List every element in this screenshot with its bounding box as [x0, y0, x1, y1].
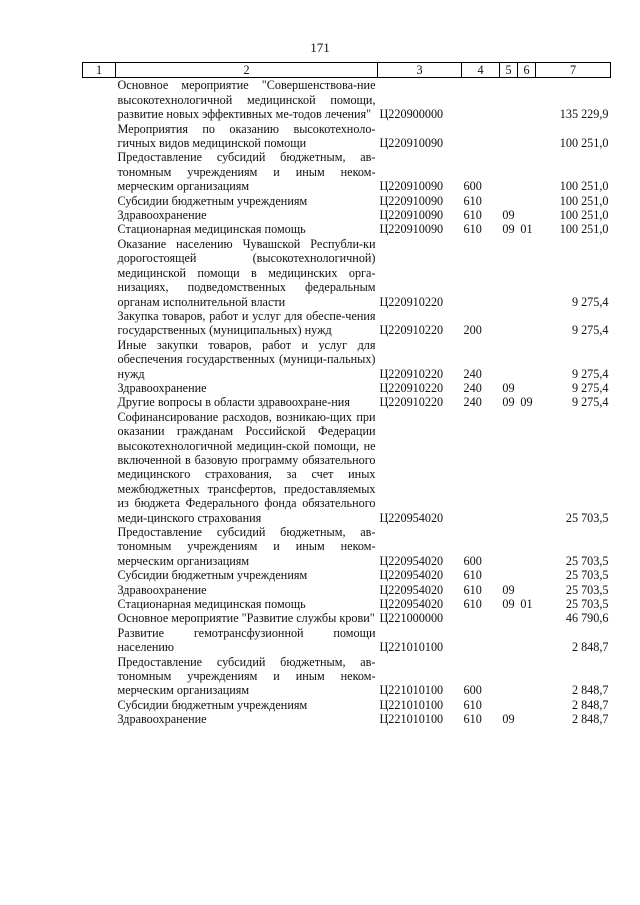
section-code [500, 655, 518, 698]
expense-type: 610 [463, 597, 482, 612]
table-row [83, 208, 611, 222]
amount: 25 703,5 [565, 597, 609, 612]
row-index-cell [83, 222, 116, 236]
item-name: Предоставление субсидий бюджетным, ав-тономным учреждениям и иным неком-мерческим организациям [117, 150, 376, 194]
target-code: Ц221010100 [379, 683, 444, 698]
subsection-code [518, 150, 536, 193]
amount: 135 229,9 [559, 107, 609, 122]
subsection-code [518, 78, 536, 122]
item-name: Оказание населению Чувашской Республи-ки дорогостоящей (высокотехнологичной) медицинской помощи в медицинских орга-низациях, подведомственных федеральным органам исполнительной власти [117, 236, 376, 309]
row-index-cell [83, 338, 116, 381]
expense-type: 600 [463, 553, 482, 568]
row-index-cell [83, 150, 116, 193]
expense-type [462, 410, 500, 525]
target-code: Ц220910090 [379, 193, 444, 208]
row-index-cell [83, 655, 116, 698]
page-number: 171 [310, 40, 330, 55]
item-name: Стационарная медицинская помощь [117, 222, 306, 237]
amount: 100 251,0 [559, 208, 609, 223]
section-code [500, 194, 518, 208]
target-code: Ц220910220 [379, 380, 444, 395]
table-body [83, 78, 611, 727]
table-row [83, 338, 611, 381]
table-row [83, 626, 611, 655]
expense-type: 610 [463, 568, 482, 583]
amount: 100 251,0 [559, 136, 609, 151]
section-code: 09 [502, 712, 515, 727]
row-index-cell [83, 597, 116, 611]
expense-type [462, 122, 500, 151]
item-name: Субсидии бюджетным учреждениям [117, 697, 308, 712]
section-code [500, 525, 518, 568]
expense-type: 200 [463, 323, 482, 338]
table-row [83, 611, 611, 625]
target-code: Ц220954020 [379, 553, 444, 568]
target-code: Ц221010100 [379, 640, 444, 655]
row-index-cell [83, 410, 116, 525]
subsection-code [518, 712, 536, 726]
expense-type: 600 [463, 179, 482, 194]
column-header-7: 7 [536, 63, 611, 78]
column-header-5: 5 [500, 63, 518, 78]
subsection-code [518, 626, 536, 655]
item-name: Развитие гемотрансфузионной помощи населению [117, 625, 376, 655]
subsection-code: 01 [520, 597, 533, 612]
expense-type: 610 [463, 222, 482, 237]
subsection-code [518, 237, 536, 309]
section-code [500, 410, 518, 525]
subsection-code [518, 410, 536, 525]
target-code: Ц220954020 [379, 597, 444, 612]
row-index-cell [83, 611, 116, 625]
expense-type [462, 626, 500, 655]
row-index-cell [83, 395, 116, 409]
amount: 100 251,0 [559, 222, 609, 237]
table-row [83, 222, 611, 236]
section-code: 09 [502, 208, 515, 223]
target-code: Ц220954020 [379, 582, 444, 597]
subsection-code [518, 381, 536, 395]
amount: 9 275,4 [571, 395, 609, 410]
amount: 25 703,5 [565, 510, 609, 525]
expense-type [462, 237, 500, 309]
table-row [83, 712, 611, 726]
item-name: Софинансирование расходов, возникаю-щих при оказании гражданам Российской Федерации высокотехнологичной медицин-ской помощи, не включенной в базовую программу обязательного медицинского страхования, за счет иных межбюджетных трансфертов, предоставляемых из бюджета Федерального фонда обязательного меди-цинского страхования [117, 409, 376, 525]
section-code [500, 150, 518, 193]
table-row [83, 583, 611, 597]
column-header-4: 4 [462, 63, 500, 78]
row-index-cell [83, 583, 116, 597]
amount: 2 848,7 [571, 683, 609, 698]
subsection-code [518, 122, 536, 151]
section-code [500, 611, 518, 625]
row-index-cell [83, 381, 116, 395]
table-row [83, 122, 611, 151]
item-name: Другие вопросы в области здравоохране-ния [117, 395, 350, 410]
column-header-1: 1 [83, 63, 116, 78]
subsection-code [518, 194, 536, 208]
row-index-cell [83, 237, 116, 309]
target-code: Ц221010100 [379, 697, 444, 712]
expense-type [462, 78, 500, 122]
target-code: Ц221000000 [379, 611, 444, 626]
target-code: Ц220910090 [379, 179, 444, 194]
amount: 46 790,6 [565, 611, 609, 626]
row-index-cell [83, 309, 116, 338]
table-row [83, 78, 611, 122]
table-header [83, 63, 611, 78]
table-row [83, 194, 611, 208]
target-code: Ц220910090 [379, 222, 444, 237]
section-code [500, 78, 518, 122]
section-code [500, 237, 518, 309]
subsection-code [518, 525, 536, 568]
amount: 100 251,0 [559, 193, 609, 208]
section-code: 09 [502, 597, 515, 612]
target-code: Ц220900000 [379, 107, 444, 122]
amount: 2 848,7 [571, 697, 609, 712]
amount: 2 848,7 [571, 712, 609, 727]
column-header-3: 3 [378, 63, 462, 78]
section-code [500, 626, 518, 655]
amount: 9 275,4 [571, 380, 609, 395]
column-header-6: 6 [518, 63, 536, 78]
amount: 9 275,4 [571, 323, 609, 338]
row-index-cell [83, 208, 116, 222]
section-code [500, 338, 518, 381]
section-code [500, 122, 518, 151]
target-code: Ц220954020 [379, 568, 444, 583]
amount: 25 703,5 [565, 582, 609, 597]
row-index-cell [83, 78, 116, 122]
expense-type: 240 [463, 366, 482, 381]
section-code: 09 [502, 395, 515, 410]
column-header-2: 2 [116, 63, 378, 78]
amount: 25 703,5 [565, 568, 609, 583]
table-row [83, 698, 611, 712]
target-code: Ц220954020 [379, 510, 444, 525]
amount: 2 848,7 [571, 640, 609, 655]
row-index-cell [83, 525, 116, 568]
amount: 9 275,4 [571, 366, 609, 381]
section-code: 09 [502, 582, 515, 597]
amount: 100 251,0 [559, 179, 609, 194]
row-index-cell [83, 698, 116, 712]
target-code: Ц220910090 [379, 208, 444, 223]
subsection-code: 09 [520, 395, 533, 410]
item-name: Здравоохранение [117, 712, 207, 727]
item-name: Здравоохранение [117, 208, 207, 223]
subsection-code [518, 655, 536, 698]
subsection-code [518, 611, 536, 625]
subsection-code [518, 309, 536, 338]
item-name: Мероприятия по оказанию высокотехноло-гичных видов медицинской помощи [117, 121, 376, 151]
item-name: Основное мероприятие "Развитие службы крови" [117, 611, 375, 626]
target-code: Ц220910220 [379, 366, 444, 381]
section-code: 09 [502, 222, 515, 237]
expense-type: 240 [463, 380, 482, 395]
expense-type: 240 [463, 395, 482, 410]
item-name: Здравоохранение [117, 380, 207, 395]
row-index-cell [83, 568, 116, 582]
row-index-cell [83, 712, 116, 726]
target-code: Ц220910220 [379, 294, 444, 309]
item-name: Закупка товаров, работ и услуг для обеспе-чения государственных (муниципальных) нужд [117, 308, 376, 338]
expense-type: 610 [463, 712, 482, 727]
table-row [83, 395, 611, 409]
item-name: Субсидии бюджетным учреждениям [117, 568, 308, 583]
expense-type: 600 [463, 683, 482, 698]
amount: 25 703,5 [565, 553, 609, 568]
expense-type: 610 [463, 582, 482, 597]
item-name: Стационарная медицинская помощь [117, 597, 306, 612]
section-code [500, 568, 518, 582]
budget-table [82, 62, 611, 727]
table-row [83, 525, 611, 568]
item-name: Предоставление субсидий бюджетным, ав-тономным учреждениям и иным неком-мерческим организациям [117, 525, 376, 568]
table-row [83, 150, 611, 193]
table-row [83, 381, 611, 395]
target-code: Ц220910220 [379, 323, 444, 338]
section-code [500, 698, 518, 712]
subsection-code [518, 698, 536, 712]
subsection-code [518, 338, 536, 381]
expense-type: 610 [463, 208, 482, 223]
expense-type: 610 [463, 193, 482, 208]
subsection-code [518, 583, 536, 597]
item-name: Основное мероприятие "Совершенствова-ние высокотехнологичной медицинской помощи, развитие новых эффективных ме-тодов лечения" [117, 78, 376, 122]
item-name: Иные закупки товаров, работ и услуг для обеспечения государственных (муници-пальных) нужд [117, 337, 376, 381]
subsection-code: 01 [520, 222, 533, 237]
amount: 9 275,4 [571, 294, 609, 309]
subsection-code [518, 568, 536, 582]
item-name: Здравоохранение [117, 582, 207, 597]
table-row [83, 309, 611, 338]
table-row [83, 237, 611, 309]
table-row [83, 410, 611, 525]
row-index-cell [83, 194, 116, 208]
target-code: Ц221010100 [379, 712, 444, 727]
subsection-code [518, 208, 536, 222]
row-index-cell [83, 626, 116, 655]
table-row [83, 655, 611, 698]
row-index-cell [83, 122, 116, 151]
section-code [500, 309, 518, 338]
target-code: Ц220910220 [379, 395, 444, 410]
section-code: 09 [502, 380, 515, 395]
table-row [83, 597, 611, 611]
item-name: Субсидии бюджетным учреждениям [117, 193, 308, 208]
item-name: Предоставление субсидий бюджетным, ав-тономным учреждениям и иным неком-мерческим организациям [117, 654, 376, 698]
expense-type: 610 [463, 697, 482, 712]
table-row [83, 568, 611, 582]
expense-type [462, 611, 500, 625]
target-code: Ц220910090 [379, 136, 444, 151]
